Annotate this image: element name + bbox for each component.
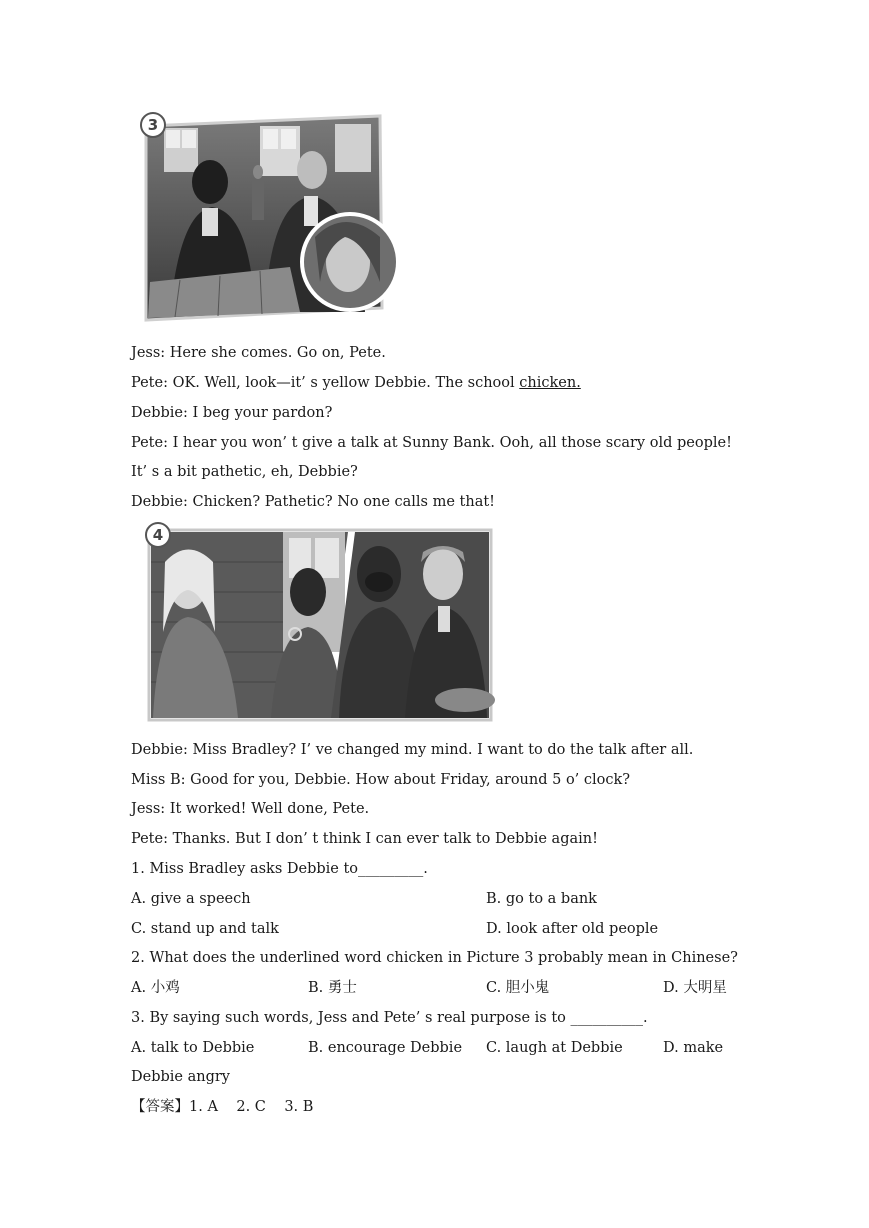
picture-3-photo <box>140 112 402 327</box>
dialog4-line-2: Miss B: Good for you, Debbie. How about Friday, around 5 o’ clock? <box>131 772 631 788</box>
q3-option-d: D. make <box>663 1040 724 1056</box>
dialog4-line-3: Jess: It worked! Well done, Pete. <box>131 801 370 817</box>
dialog3-line-4: Pete: I hear you won’ t give a talk at Sunny Bank. Ooh, all those scary old people! <box>131 435 732 451</box>
dialog3-line-3: Debbie: I beg your pardon? <box>131 405 333 421</box>
picture-4-photo <box>143 522 495 726</box>
q2-option-b: B. 勇士 <box>308 980 357 996</box>
q1-option-c: C. stand up and talk <box>131 921 279 937</box>
q3-option-a: A. talk to Debbie <box>131 1040 255 1056</box>
underlined-word-chicken: chicken. <box>519 375 581 391</box>
q1-option-d: D. look after old people <box>486 921 659 937</box>
q3-option-b: B. encourage Debbie <box>308 1040 463 1056</box>
dialog3-line-1: Jess: Here she comes. Go on, Pete. <box>131 345 386 361</box>
dialog4-line-1: Debbie: Miss Bradley? I’ ve changed my mind. I want to do the talk after all. <box>131 742 694 758</box>
q3-option-c: C. laugh at Debbie <box>486 1040 623 1056</box>
question-3-stem: 3. By saying such words, Jess and Pete’ s real purpose is to __________. <box>131 1010 648 1026</box>
question-1-stem: 1. Miss Bradley asks Debbie to_________. <box>131 861 428 877</box>
q1-option-a: A. give a speech <box>131 891 251 907</box>
picture-4-number-badge: 4 <box>145 522 171 548</box>
q1-option-b: B. go to a bank <box>486 891 597 907</box>
question-2-stem: 2. What does the underlined word chicken in Picture 3 probably mean in Chinese? <box>131 950 738 966</box>
dialog3-line-5: It’ s a bit pathetic, eh, Debbie? <box>131 464 358 480</box>
dialog4-line-4: Pete: Thanks. But I don’ t think I can ever talk to Debbie again! <box>131 831 598 847</box>
picture-3 <box>140 112 402 331</box>
dialog3-line-2: Pete: OK. Well, look—it’ s yellow Debbie. The school chicken. <box>131 375 581 391</box>
dialog3-line-6: Debbie: Chicken? Pathetic? No one calls me that! <box>131 494 496 510</box>
picture-4 <box>143 522 495 730</box>
q3-option-d-continuation: Debbie angry <box>131 1069 230 1085</box>
q2-option-a: A. 小鸡 <box>131 980 180 996</box>
picture-3-number-badge: 3 <box>140 112 166 138</box>
q2-option-d: D. 大明星 <box>663 980 727 996</box>
answer-key: 【答案】1. A 2. C 3. B <box>131 1099 314 1115</box>
q2-option-c: C. 胆小鬼 <box>486 980 550 996</box>
